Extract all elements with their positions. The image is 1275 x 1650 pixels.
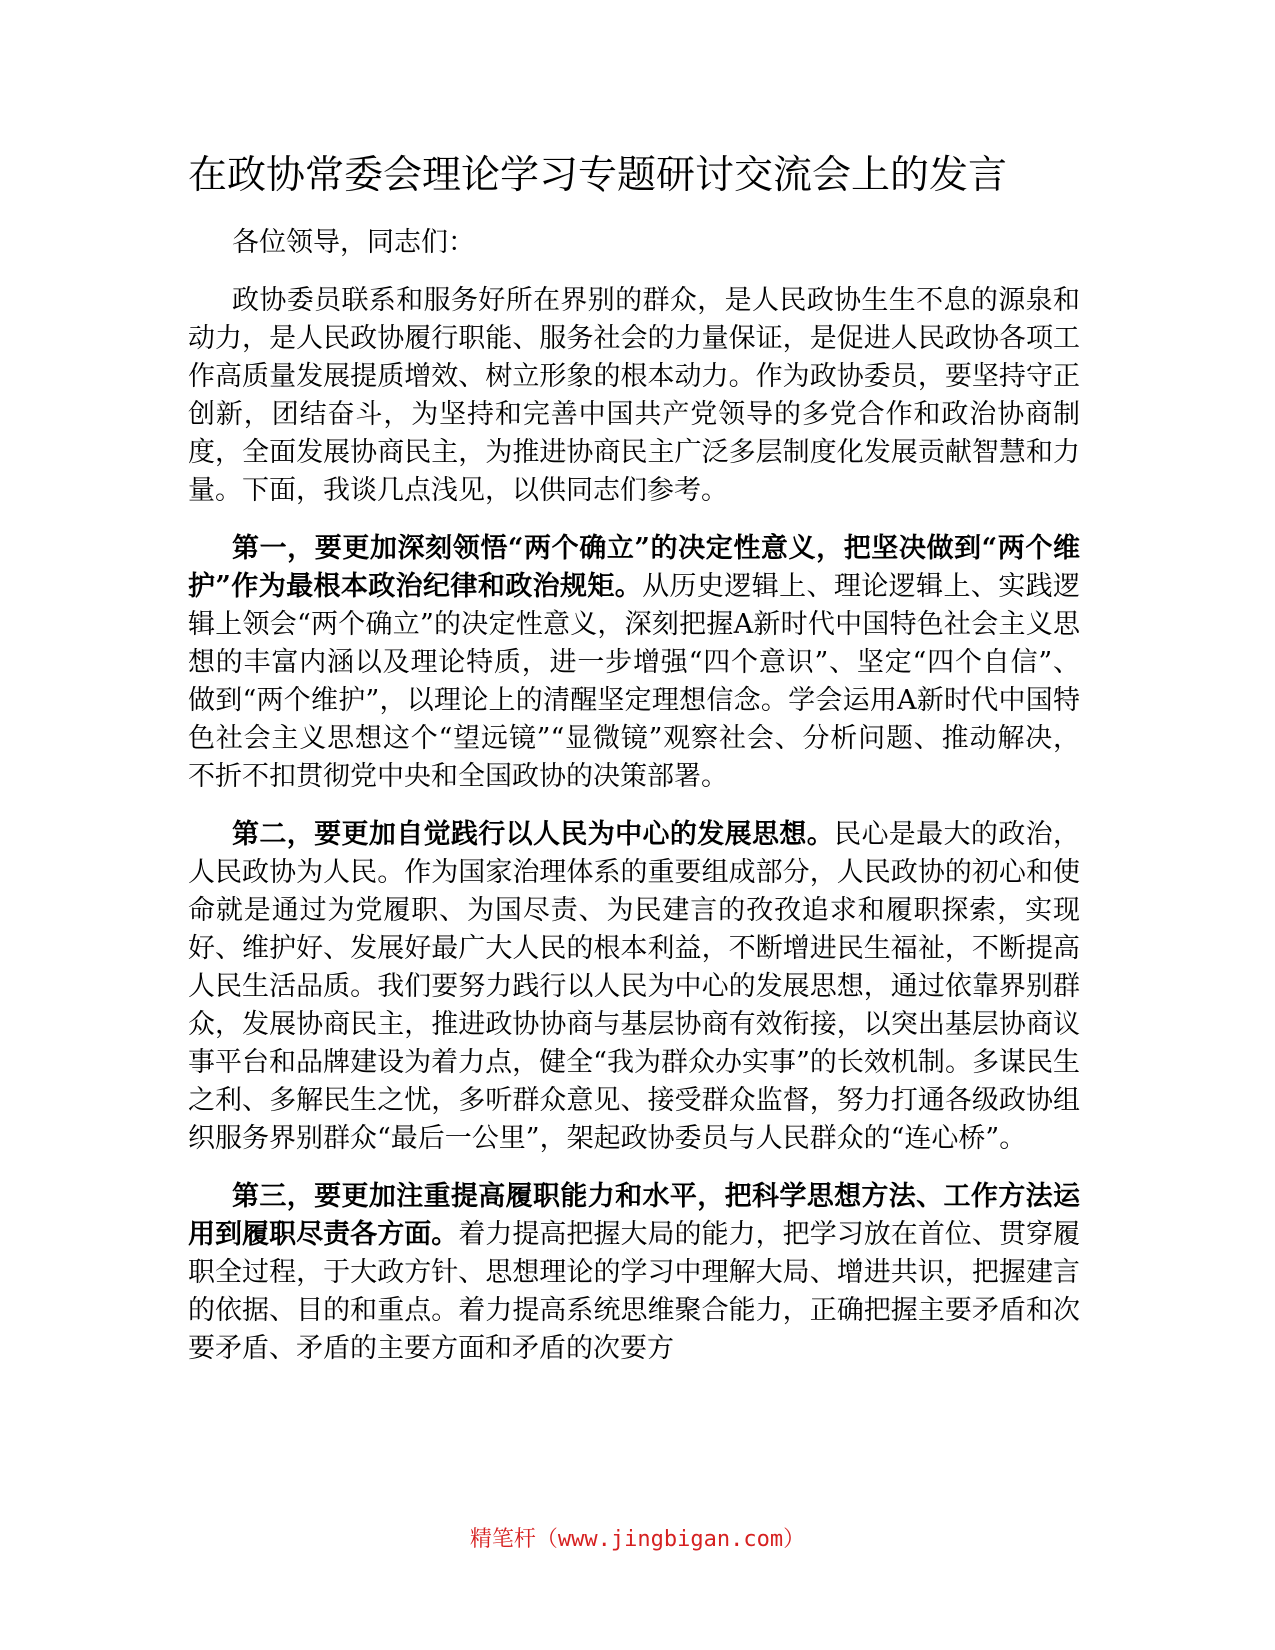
intro-paragraph: 政协委员联系和服务好所在界别的群众，是人民政协生生不息的源泉和动力，是人民政协履行职能、服务社会的力量保证，是促进人民政协各项工作高质量发展提质增效、树立形象的根本动力。作为政协委员，要坚持守正创新，团结奋斗，为坚持和完善中国共产党领导的多党合作和政治协商制度，全面发展协商民主，为推进协商民主广泛多层制度化发展贡献智慧和力量。下面，我谈几点浅见，以供同志们参考。 bbox=[188, 285, 1080, 506]
section-3-text: 着力提高把握大局的能力，把学习放在首位、贯穿履职全过程，于大政方针、思想理论的学习中理解大局、增进共识，把握建言的依据、目的和重点。着力提高系统思维聚合能力，正确把握主要矛盾和次要矛盾、矛盾的主要方面和矛盾的次要方 bbox=[188, 1219, 1080, 1364]
section-1-text: 从历史逻辑上、理论逻辑上、实践逻辑上领会“两个确立”的决定性意义，深刻把握A新时代中国特色社会主义思想的丰富内涵以及理论特质，进一步增强“四个意识”、坚定“四个自信”、做到“两个维护”，以理论上的清醒坚定理想信念。学会运用A新时代中国特色社会主义思想这个“望远镜”“显微镜”观察社会、分析问题、推动解决，不折不扣贯彻党中央和全国政协的决策部署。 bbox=[188, 571, 1081, 792]
page-footer bbox=[0, 1525, 1275, 1555]
salutation: 各位领导，同志们： bbox=[232, 227, 475, 258]
section-3-paragraph bbox=[188, 1178, 1080, 1368]
section-2-text: 民心是最大的政治，人民政协为人民。作为国家治理体系的重要组成部分，人民政协的初心和使命就是通过为党履职、为国尽责、为民建言的孜孜追求和履职探索，实现好、维护好、发展好最广大人民的根本利益，不断增进民生福祉，不断提高人民生活品质。我们要努力践行以人民为中心的发展思想，通过依靠界别群众，发展协商民主，推进政协协商与基层协商有效衔接，以突出基层协商议事平台和品牌建设为着力点，健全“我为群众办实事”的长效机制。多谋民生之利、多解民生之忧，多听群众意见、接受群众监督，努力打通各级政协组织服务界别群众“最后一公里”，架起政协委员与人民群众的“连心桥”。 bbox=[188, 819, 1081, 1154]
section-2-paragraph bbox=[188, 816, 1080, 1158]
document-body bbox=[188, 224, 1080, 1388]
footer-site-name: 精笔杆 bbox=[469, 1527, 536, 1552]
footer-site-url: （www.jingbigan.com） bbox=[535, 1527, 806, 1552]
section-3-heading: 第三，要更加注重提高履职能力和水平，把科学思想方法、工作方法运用到履职尽责各方面。 bbox=[188, 1181, 1080, 1250]
section-1-heading: 第一，要更加深刻领悟“两个确立”的决定性意义，把坚决做到“两个维护”作为最根本政治纪律和政治规矩。 bbox=[188, 533, 1080, 602]
section-1-paragraph bbox=[188, 530, 1080, 796]
section-2-heading: 第二，要更加自觉践行以人民为中心的发展思想。 bbox=[232, 819, 835, 850]
document-title: 在政协常委会理论学习专题研讨交流会上的发言 bbox=[188, 153, 1008, 198]
